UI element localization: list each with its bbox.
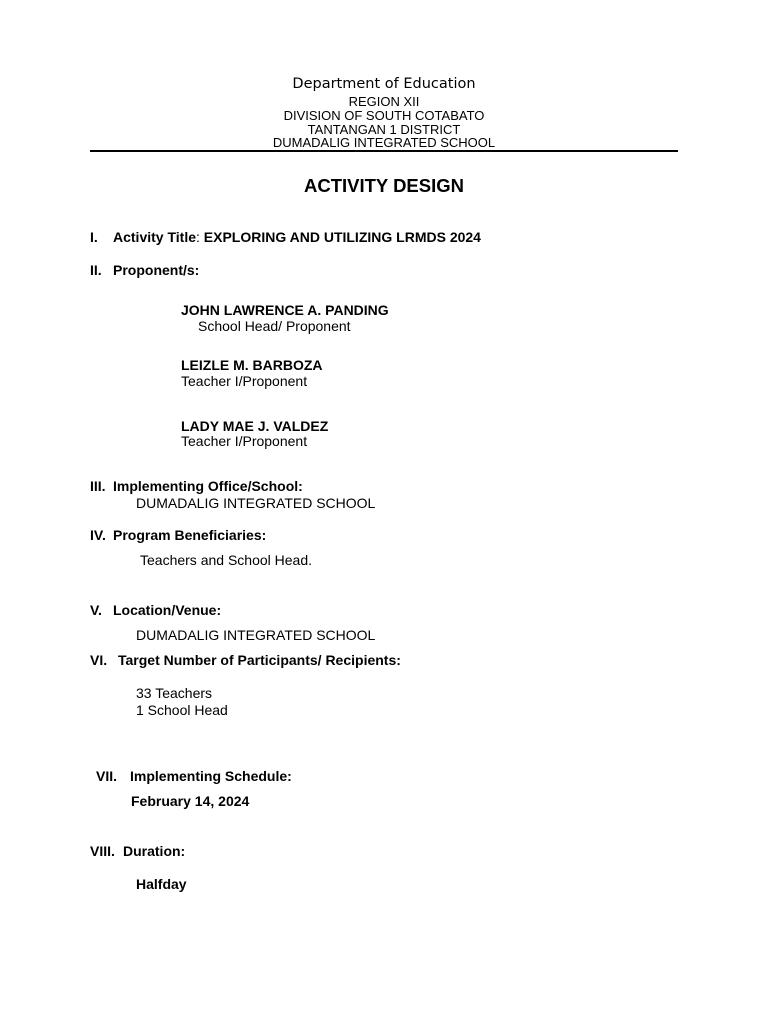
label-separator: : — [196, 229, 200, 245]
implementing-office-value: DUMADALIG INTEGRATED SCHOOL — [136, 495, 376, 511]
duration-value: Halfday — [136, 876, 187, 892]
beneficiaries-value: Teachers and School Head. — [140, 552, 312, 568]
school-line: DUMADALIG INTEGRATED SCHOOL — [272, 135, 496, 150]
participants-line: 33 Teachers — [136, 685, 213, 701]
section-number: VI. — [90, 652, 108, 668]
section-activity-title — [90, 229, 481, 245]
section-label: Implementing Schedule: — [130, 768, 292, 784]
section-number: V. — [90, 602, 102, 618]
section-implementing-office — [90, 478, 303, 494]
location-value: DUMADALIG INTEGRATED SCHOOL — [136, 627, 376, 643]
section-duration — [90, 843, 185, 859]
proponent-role: Teacher I/Proponent — [181, 433, 308, 449]
proponent-name: LADY MAE J. VALDEZ — [181, 418, 329, 434]
section-number: IV. — [90, 527, 106, 543]
region-line: REGION XII — [348, 94, 420, 109]
section-label: Duration: — [123, 843, 186, 859]
section-number: VII. — [96, 768, 118, 784]
section-number: II. — [90, 262, 102, 278]
section-number: VIII. — [90, 843, 115, 859]
section-schedule — [96, 768, 292, 784]
section-label: Proponent/s: — [113, 262, 200, 278]
header-divider — [90, 150, 678, 152]
proponent-role: Teacher I/Proponent — [181, 373, 308, 389]
section-label: Target Number of Participants/ Recipients: — [118, 652, 401, 668]
proponent-name: LEIZLE M. BARBOZA — [181, 357, 323, 373]
section-number: I. — [90, 229, 98, 245]
section-beneficiaries — [90, 527, 266, 543]
section-label: Location/Venue: — [113, 602, 222, 618]
section-label: Program Beneficiaries: — [113, 527, 267, 543]
section-label: Activity Title — [113, 229, 196, 245]
district-line: TANTANGAN 1 DISTRICT — [307, 122, 461, 137]
participants-line: 1 School Head — [136, 702, 228, 718]
schedule-value: February 14, 2024 — [131, 793, 250, 809]
activity-title-value: EXPLORING AND UTILIZING LRMDS 2024 — [203, 229, 481, 245]
proponent-name: JOHN LAWRENCE A. PANDING — [181, 302, 389, 318]
section-proponents — [90, 262, 199, 278]
section-label: Implementing Office/School: — [113, 478, 303, 494]
department-name: Department of Education — [292, 76, 476, 92]
proponent-role: School Head/ Proponent — [198, 318, 351, 334]
division-line: DIVISION OF SOUTH COTABATO — [283, 108, 485, 123]
page-title: ACTIVITY DESIGN — [303, 175, 464, 196]
section-participants — [90, 652, 401, 668]
section-location — [90, 602, 221, 618]
section-number: III. — [90, 478, 106, 494]
